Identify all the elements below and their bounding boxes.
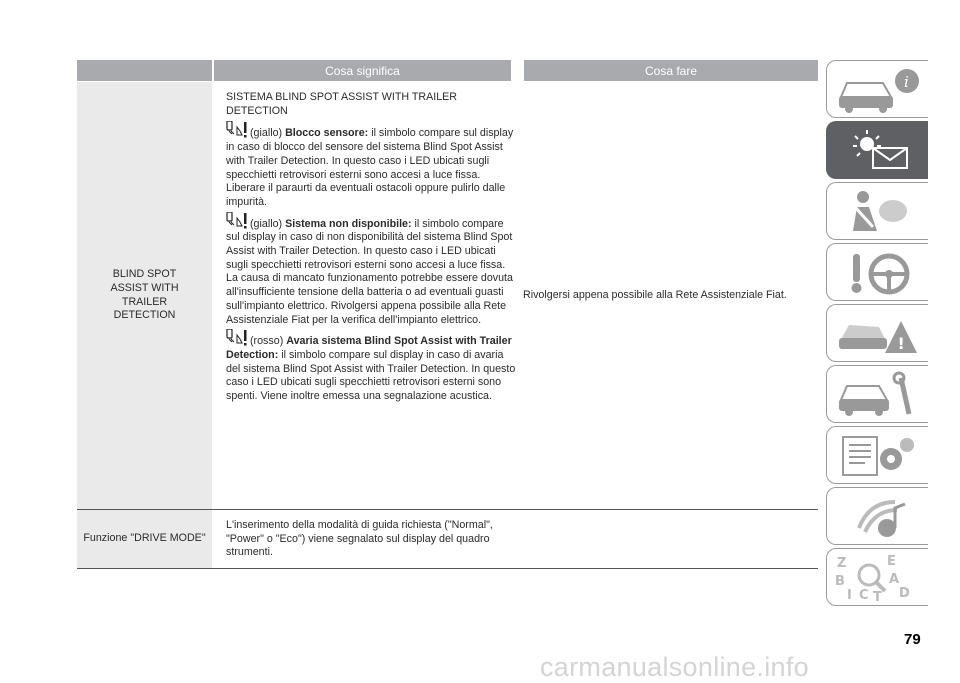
svg-text:B: B <box>835 574 845 589</box>
svg-text:!: ! <box>897 334 905 353</box>
header-blank <box>77 60 212 81</box>
svg-text:Z: Z <box>837 556 847 571</box>
row-label: BLIND SPOT ASSIST WITH TRAILER DETECTION <box>77 82 212 509</box>
svg-text:C: C <box>859 588 869 603</box>
tab-multimedia[interactable] <box>826 487 928 545</box>
svg-text:T: T <box>873 590 882 603</box>
header-meaning: Cosa significa <box>214 60 511 81</box>
watermark: carmanualsonline.info <box>540 652 809 682</box>
airbag-seatbelt-icon <box>835 187 921 237</box>
item-sensor-block: (giallo) Blocco sensore: il simbolo compare sul display in caso di blocco del sensore del sistema Blind Spot Assist with Trailer Detection. In questo caso i LED ubicati sugli specchietti retrovisori esterni sono accesi a luce fissa. Liberare il paraurti da eventuali ostacoli oppure pulirlo dalle impurità. <box>226 121 516 209</box>
multimedia-icon <box>835 492 921 542</box>
tab-index[interactable] <box>826 548 928 606</box>
header-action: Cosa fare <box>524 60 818 81</box>
tab-car-info[interactable] <box>826 60 928 118</box>
row-label: Funzione "DRIVE MODE" <box>77 510 212 568</box>
blind-spot-warning-icon <box>226 121 248 139</box>
table-row <box>77 510 818 569</box>
tab-technical-data[interactable] <box>826 426 928 484</box>
svg-text:E: E <box>887 554 896 569</box>
svg-text:D: D <box>899 586 910 601</box>
table-row <box>77 82 818 510</box>
index-letters-icon <box>835 553 921 603</box>
tab-driving[interactable] <box>826 243 928 301</box>
page-number: 79 <box>904 631 921 648</box>
item-system-unavailable: (giallo) Sistema non disponibile: il simbolo compare sul display in caso di non disponibilità del sistema Blind Spot Assist with Trailer Detection. In questo caso i LED ubicati sugli specchietti retrovisori esterni sono accesi a luce fissa. La causa di mancato funzionamento potrebbe essere dovuta all'insufficiente tensione della batteria o ad eventuali guasti sull'impianto elettrico. Rivolgersi appena possibile alla Rete Assistenziale Fiat per la verifica dell'impianto elettrico. <box>226 212 516 328</box>
svg-text:I: I <box>847 588 852 603</box>
blind-spot-warning-icon <box>226 329 248 347</box>
row-meaning: L'inserimento della modalità di guida richiesta ("Normal", "Power" o "Eco") viene segnalato sul display del quadro strumenti. <box>226 519 493 559</box>
car-accident-icon <box>835 309 921 359</box>
tab-warning-lights[interactable] <box>826 121 928 179</box>
row-meaning <box>226 91 516 404</box>
system-title: SISTEMA BLIND SPOT ASSIST WITH TRAILER DETECTION <box>226 91 458 117</box>
item-system-failure: (rosso) Avaria sistema Blind Spot Assist with Trailer Detection: il simbolo compare sul display in caso di avaria del sistema Blind Spot Assist with Trailer Detection. In questo caso i LED ubicati sugli specchietti retrovisori esterni sono spenti. Viene inoltre emessa una segnalazione acustica. <box>226 329 516 404</box>
car-service-icon <box>835 370 921 420</box>
row-action: Rivolgersi appena possibile alla Rete Assistenziale Fiat. <box>523 288 787 301</box>
car-info-icon <box>835 65 921 115</box>
tab-safety[interactable] <box>826 182 928 240</box>
blind-spot-warning-icon <box>226 212 248 230</box>
specs-gear-icon <box>835 431 921 481</box>
tab-maintenance[interactable] <box>826 365 928 423</box>
tab-emergency[interactable] <box>826 304 928 362</box>
svg-text:i: i <box>904 73 909 91</box>
svg-text:A: A <box>889 572 900 587</box>
warning-light-icon <box>835 126 921 176</box>
steering-wheel-icon <box>835 248 921 298</box>
